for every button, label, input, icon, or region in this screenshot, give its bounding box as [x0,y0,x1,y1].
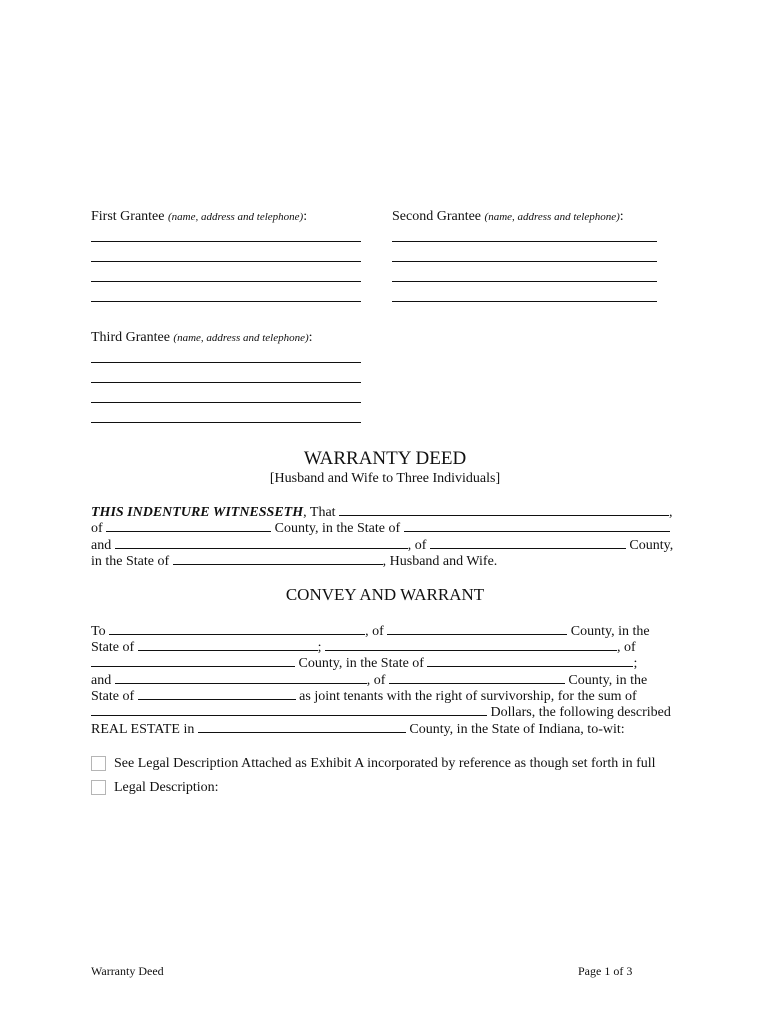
document-title: WARRANTY DEED [303,448,467,469]
indenture-line-3: and , of County, [91,535,670,554]
third-grantee-line-1[interactable] [91,362,361,363]
spouse-state-field[interactable] [173,551,383,565]
grantee3-name-field[interactable] [115,670,367,684]
second-grantee-label: Second Grantee (name, address and telephone): [392,209,624,224]
first-grantee-line-4[interactable] [91,301,361,302]
footer-document-name: Warranty Deed [91,964,164,978]
grantee3-county-field[interactable] [389,670,565,684]
property-county-field[interactable] [198,719,406,733]
grantee1-county-field[interactable] [387,621,567,635]
footer-page-number: Page 1 of 3 [578,964,633,978]
exhibit-a-label: See Legal Description Attached as Exhibit A incorporated by reference as though set forth in full [114,756,656,771]
indenture-line-1: THIS INDENTURE WITNESSETH, That , [91,502,670,521]
spouse-name-field[interactable] [115,535,408,549]
grantee-para-line-2: State of ; , of [91,637,670,656]
spouse-county-field[interactable] [430,535,626,549]
second-grantee-line-4[interactable] [392,301,657,302]
grantee-para-line-4: and , of County, in the [91,670,670,689]
document-subtitle: [Husband and Wife to Three Individuals] [269,471,501,486]
first-grantee-line-3[interactable] [91,281,361,282]
grantee-para-line-5: State of as joint tenants with the right of survivorship, for the sum of [91,686,670,705]
third-grantee-line-3[interactable] [91,402,361,403]
grantor-county-field[interactable] [106,518,271,532]
grantee1-name-field[interactable] [109,621,365,635]
second-grantee-line-1[interactable] [392,241,657,242]
third-grantee-line-2[interactable] [91,382,361,383]
indenture-lead: THIS INDENTURE WITNESSETH [91,505,304,520]
indenture-line-4: in the State of , Husband and Wife. [91,551,670,570]
grantor-name-field[interactable] [339,502,669,516]
grantee2-state-field[interactable] [427,653,633,667]
second-grantee-line-3[interactable] [392,281,657,282]
second-grantee-line-2[interactable] [392,261,657,262]
consideration-amount-field[interactable] [91,702,487,716]
grantee-para-line-3: County, in the State of ; [91,653,670,672]
grantee2-county-field[interactable] [91,653,295,667]
grantee-para-line-7: REAL ESTATE in County, in the State of Indiana, to-wit: [91,719,670,738]
legal-description-checkbox[interactable] [91,780,106,795]
third-grantee-line-4[interactable] [91,422,361,423]
grantee3-state-field[interactable] [138,686,296,700]
grantee-para-line-6: Dollars, the following described [91,702,670,721]
third-grantee-label: Third Grantee (name, address and telephone): [91,330,313,345]
grantee1-state-field[interactable] [138,637,318,651]
first-grantee-line-1[interactable] [91,241,361,242]
first-grantee-label: First Grantee (name, address and telephone): [91,209,308,224]
first-grantee-line-2[interactable] [91,261,361,262]
convey-heading: CONVEY AND WARRANT [285,585,485,604]
grantee-para-line-1: To , of County, in the [91,621,670,640]
indenture-line-2: of County, in the State of [91,518,670,537]
legal-description-label: Legal Description: [114,780,219,795]
grantor-state-field[interactable] [404,518,670,532]
exhibit-a-checkbox[interactable] [91,756,106,771]
grantee2-name-field[interactable] [325,637,617,651]
